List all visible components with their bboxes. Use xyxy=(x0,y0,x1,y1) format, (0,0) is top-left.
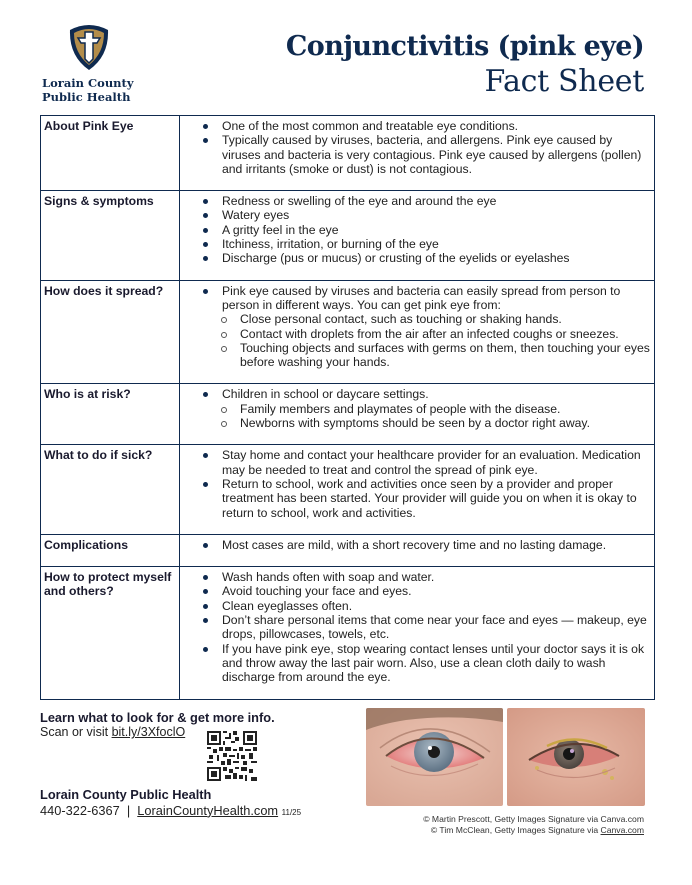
date-code: 11/25 xyxy=(281,807,302,817)
page-title xyxy=(286,30,644,100)
credit-2-prefix: © Tim McClean, Getty Images Signature via xyxy=(430,825,601,835)
section-label: About Pink Eye xyxy=(41,116,180,191)
bullet-item xyxy=(200,613,650,642)
scan-prefix: Scan or visit xyxy=(40,725,112,739)
section-label: How does it spread? xyxy=(41,280,180,384)
bullet-item xyxy=(200,599,650,613)
bullet-item xyxy=(200,133,650,176)
title-main: Conjunctivitis (pink eye) xyxy=(285,31,644,62)
section-content xyxy=(180,567,655,699)
bullet-text: Most cases are mild, with a short recovery time and no lasting damage. xyxy=(222,537,607,552)
sub-bullet-item: Contact with droplets from the air after an infected coughs or sneezes. xyxy=(200,327,650,341)
bullet-text: Don’t share personal items that come near your face and eyes — makeup, eye drops, pillowcases, towels, etc. xyxy=(222,613,647,642)
contact-line xyxy=(40,803,301,821)
short-link[interactable]: bit.ly/3XfoclO xyxy=(111,725,186,739)
fact-row xyxy=(41,280,655,384)
bullet-text: Redness or swelling of the eye and around the eye xyxy=(222,194,497,209)
bullet-list xyxy=(200,538,650,552)
canva-link[interactable]: Canva.com xyxy=(600,825,644,835)
org-name: Lorain County Public Health xyxy=(40,787,212,802)
bullet-item xyxy=(200,194,650,208)
credit-1: © Martin Prescott, Getty Images Signature via Canva.com xyxy=(423,814,644,824)
photo-credits xyxy=(423,814,644,836)
fact-row xyxy=(41,384,655,445)
eye-photo-2 xyxy=(507,708,645,806)
eye-photo-1 xyxy=(366,708,503,806)
bullet-text: Clean eyeglasses often. xyxy=(222,598,353,613)
bullet-item xyxy=(200,477,650,520)
section-content xyxy=(180,534,655,566)
fact-row xyxy=(41,534,655,566)
bullet-text: Discharge (pus or mucus) or crusting of the eyelids or eyelashes xyxy=(222,251,570,266)
fact-table xyxy=(40,115,655,700)
credit-2 xyxy=(423,825,644,836)
section-label: Signs & symptoms xyxy=(41,191,180,280)
bullet-item xyxy=(200,387,650,401)
fact-row xyxy=(41,445,655,534)
separator: | xyxy=(119,802,138,818)
sub-bullet-list xyxy=(200,402,650,431)
bullet-list xyxy=(200,570,650,684)
fact-row xyxy=(41,567,655,699)
section-label: How to protect myself and others? xyxy=(41,567,180,699)
sub-bullet-item: Family members and playmates of people with the disease. xyxy=(200,402,650,416)
logo-line-1: Lorain County xyxy=(42,76,134,90)
title-subtitle: Fact Sheet xyxy=(484,64,644,99)
bullet-item xyxy=(200,119,650,133)
bullet-item xyxy=(200,284,650,313)
fact-row xyxy=(41,191,655,280)
bullet-text: Children in school or daycare settings. xyxy=(222,387,429,402)
section-content xyxy=(180,116,655,191)
bullet-text: If you have pink eye, stop wearing contact lenses until your doctor says it is ok and throw away the last pair worn. Also, use a clean cloth daily to wash discharge from around the eye. xyxy=(222,641,645,685)
bullet-text: Watery eyes xyxy=(222,208,290,223)
bullet-list xyxy=(200,448,650,519)
section-content xyxy=(180,280,655,384)
phone-number: 440-322-6367 xyxy=(40,802,120,818)
bullet-list xyxy=(200,194,650,265)
bullet-text: Stay home and contact your healthcare provider for an evaluation. Medication may be needed to treat and control the spread of pink eye. xyxy=(222,448,641,477)
sub-bullet-list xyxy=(200,312,650,369)
bullet-item xyxy=(200,584,650,598)
bullet-item xyxy=(200,223,650,237)
section-content xyxy=(180,191,655,280)
bullet-item xyxy=(200,208,650,222)
bullet-text: One of the most common and treatable eye conditions. xyxy=(222,119,519,133)
bullet-text: Avoid touching your face and eyes. xyxy=(222,584,412,599)
sub-bullet-item: Touching objects and surfaces with germs on them, then touching your eyes before washing your hands. xyxy=(200,341,650,370)
qr-code-icon[interactable] xyxy=(207,731,257,781)
bullet-item xyxy=(200,642,650,685)
learn-more-text: Learn what to look for & get more info. xyxy=(40,710,275,725)
section-label: What to do if sick? xyxy=(41,445,180,534)
section-content xyxy=(180,384,655,445)
sub-bullet-item: Close personal contact, such as touching or shaking hands. xyxy=(200,312,650,326)
logo-text xyxy=(42,76,134,104)
logo xyxy=(40,22,140,72)
bullet-text: Return to school, work and activities once seen by a provider and proper treatment has been started. Your provider will guide you on when it is okay to return to school, work and activities. xyxy=(222,476,637,520)
bullet-text: Typically caused by viruses, bacteria, and allergens. Pink eye caused by viruses and bacteria is very contagious. Pink eye caused by allergens (pollen) and irritants (smoke or dust) is not contagious. xyxy=(222,133,642,176)
bullet-text: Itchiness, irritation, or burning of the eye xyxy=(222,237,439,252)
bullet-item xyxy=(200,538,650,552)
bullet-text: Pink eye caused by viruses and bacteria can easily spread from person to person in different ways. You can get pink eye from: xyxy=(222,283,621,312)
shield-cross-icon xyxy=(66,22,112,72)
logo-line-2: Public Health xyxy=(42,90,131,104)
bullet-list xyxy=(200,387,650,430)
bullet-text: Wash hands often with soap and water. xyxy=(222,570,435,585)
website-link[interactable]: LorainCountyHealth.com xyxy=(137,802,279,818)
bullet-item xyxy=(200,251,650,265)
fact-row xyxy=(41,116,655,191)
bullet-item xyxy=(200,448,650,477)
bullet-text: A gritty feel in the eye xyxy=(222,222,339,237)
bullet-list xyxy=(200,284,650,370)
section-label: Complications xyxy=(41,534,180,566)
bullet-item xyxy=(200,237,650,251)
section-content xyxy=(180,445,655,534)
sub-bullet-item: Newborns with symptoms should be seen by a doctor right away. xyxy=(200,416,650,430)
bullet-list xyxy=(200,119,650,176)
bullet-item xyxy=(200,570,650,584)
contact-info xyxy=(40,787,301,820)
section-label: Who is at risk? xyxy=(41,384,180,445)
